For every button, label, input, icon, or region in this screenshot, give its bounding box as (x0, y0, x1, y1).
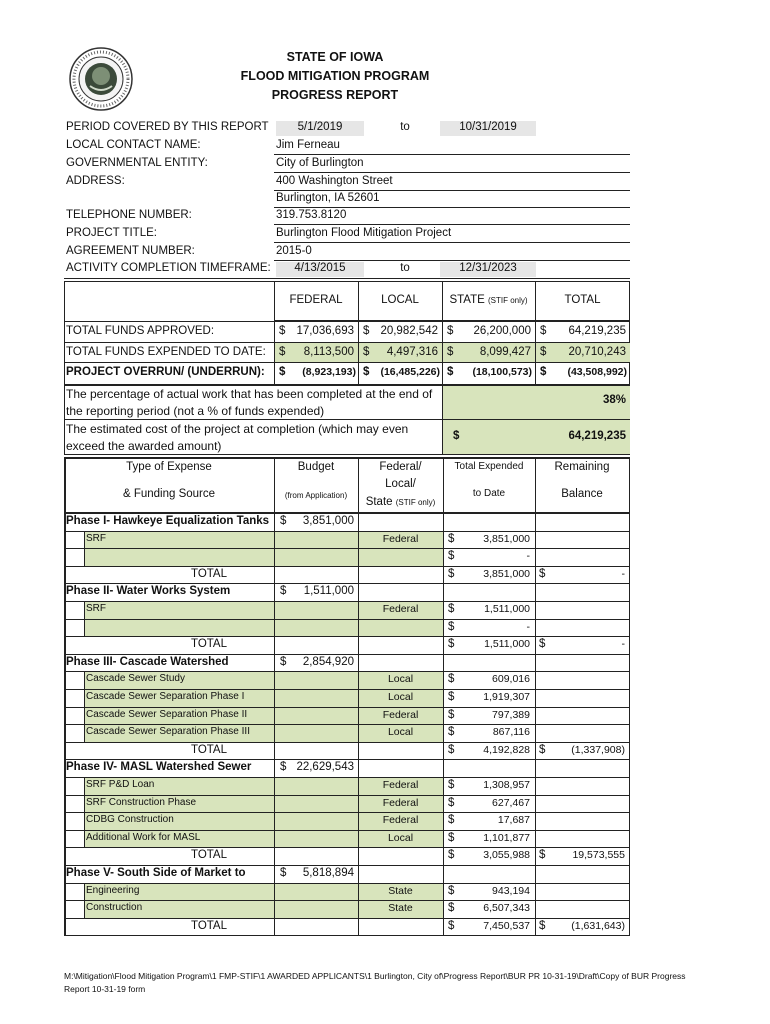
col-line (358, 619, 359, 637)
address-line-1: 400 Washington Street (276, 175, 393, 187)
pct-value: 38% (602, 394, 626, 406)
timeframe-start: 4/13/2015 (294, 262, 346, 274)
period-to: to (400, 121, 410, 133)
expense-item-source: Federal (382, 532, 419, 545)
expense-item-name: Engineering (86, 884, 140, 896)
header-local: LOCAL (381, 294, 419, 306)
row-divider (64, 583, 630, 584)
pct-text-2: the reporting period (not a % of funds expended) (66, 404, 325, 418)
dollar-sign: $ (448, 884, 455, 897)
col-line (274, 619, 275, 637)
approved-local: 20,982,542 (380, 325, 438, 337)
total-label: TOTAL (191, 849, 227, 862)
expense-item-source: Federal (382, 603, 419, 615)
col-line (274, 548, 275, 566)
timeframe-label: ACTIVITY COMPLETION TIMEFRAME: (66, 262, 271, 274)
expense-item-source: State (388, 902, 413, 915)
expense-item-name: Cascade Sewer Separation Phase II (86, 708, 248, 720)
phone-label: TELEPHONE NUMBER: (66, 209, 192, 221)
h-fed-2: Local/ (385, 478, 416, 490)
row-divider (64, 847, 630, 848)
dollar-sign: $ (448, 638, 455, 651)
overrun-state: (18,100,573) (472, 366, 532, 378)
col-line (274, 724, 275, 742)
expense-item-name: Cascade Sewer Separation Phase III (86, 726, 250, 738)
expense-item-amount: - (526, 620, 530, 633)
pct-text-1: The percentage of actual work that has been completed at the end of (66, 387, 433, 401)
h-rem-1: Remaining (554, 461, 610, 473)
phase-total: 7,450,537 (483, 919, 530, 932)
dollar-sign: $ (448, 796, 455, 809)
expense-item-amount: 609,016 (492, 673, 530, 686)
expense-item-source: Federal (382, 814, 419, 827)
col-line (274, 830, 275, 848)
phase-name: Phase I- Hawkeye Equalization Tanks (66, 515, 270, 527)
period-start: 5/1/2019 (297, 121, 343, 133)
expense-item-name: Cascade Sewer Study (86, 673, 185, 685)
col-line (84, 883, 85, 901)
expense-item-name: Cascade Sewer Separation Phase I (86, 691, 245, 702)
dollar-sign: $ (448, 849, 455, 862)
col-line (358, 548, 359, 566)
col-line (274, 671, 275, 689)
dollar-sign: $ (448, 550, 455, 563)
phase-total: 3,055,988 (483, 849, 530, 862)
dollar-sign: $ (448, 532, 455, 545)
agreement-label: AGREEMENT NUMBER: (66, 245, 195, 257)
row-divider (64, 918, 630, 919)
approved-label: TOTAL FUNDS APPROVED: (66, 325, 215, 337)
header-total: TOTAL (564, 294, 601, 306)
dollar-sign: $ (539, 567, 546, 580)
overrun-local: (16,485,226) (380, 366, 440, 378)
expense-item-amount: 943,194 (492, 884, 530, 897)
col-line (84, 548, 85, 566)
expense-item-source: Federal (382, 708, 419, 721)
overrun-total: (43,508,992) (567, 366, 627, 378)
address-label: ADDRESS: (66, 175, 125, 187)
row-divider (64, 636, 630, 637)
expense-item-source: Local (387, 691, 414, 703)
expense-item-source: Federal (382, 779, 419, 791)
expended-federal: 8,113,500 (303, 346, 354, 358)
col-line (84, 707, 85, 725)
project-label: PROJECT TITLE: (66, 227, 157, 239)
dollar-sign: $ (448, 726, 455, 739)
contact-value: Jim Ferneau (276, 139, 340, 151)
dollar-sign: $ (448, 814, 455, 827)
item-fill (84, 549, 443, 566)
dollar-sign: $ (280, 585, 287, 598)
col-line (84, 724, 85, 742)
phase-remaining: - (621, 638, 625, 651)
col-line (84, 689, 85, 707)
row-divider (64, 759, 630, 760)
col-line (274, 900, 275, 918)
approved-state: 26,200,000 (473, 325, 531, 337)
h-fed-1: Federal/ (379, 461, 422, 473)
col-line (84, 777, 85, 795)
period-label: PERIOD COVERED BY THIS REPORT (66, 121, 269, 133)
col-line (274, 795, 275, 813)
col-line (274, 601, 275, 619)
dollar-sign: $ (448, 902, 455, 915)
dollar-sign: $ (280, 515, 287, 527)
phase-budget: 22,629,543 (296, 761, 354, 774)
h-exp-2: to Date (472, 488, 506, 499)
expense-item-source: Federal (382, 796, 419, 809)
est-text-1: The estimated cost of the project at completion (which may even (66, 422, 409, 436)
contact-label: LOCAL CONTACT NAME: (66, 139, 201, 151)
col-line (274, 689, 275, 707)
project-value: Burlington Flood Mitigation Project (276, 227, 452, 239)
total-label: TOTAL (191, 919, 227, 932)
col-line (84, 795, 85, 813)
dollar-sign: $ (448, 620, 455, 633)
expense-item-name: SRF Construction Phase (86, 796, 197, 808)
dollar-sign: $ (539, 849, 546, 862)
expended-total: 20,710,243 (568, 346, 626, 358)
h-budget-2: (from Application) (284, 491, 348, 500)
dollar-sign: $ (448, 691, 455, 703)
h-exp-1: Total Expended (454, 461, 524, 472)
title-line-3: PROGRESS REPORT (271, 88, 399, 102)
dollar-sign: $ (280, 655, 287, 668)
dollar-sign: $ (539, 919, 546, 932)
phase-budget: 1,511,000 (303, 585, 354, 598)
timeframe-end: 12/31/2023 (459, 262, 517, 274)
phase-name: Phase IV- MASL Watershed Sewer (66, 761, 252, 774)
phone-value: 319.753.8120 (276, 209, 347, 221)
phase-budget: 5,818,894 (302, 867, 354, 879)
col-line (84, 900, 85, 918)
phase-remaining: (1,337,908) (571, 743, 625, 756)
expense-item-source: Local (387, 831, 414, 844)
overrun-federal: (8,923,193) (302, 366, 356, 378)
header-federal: FEDERAL (289, 294, 343, 306)
phase-name: Phase III- Cascade Watershed (66, 655, 229, 668)
dollar-sign: $ (448, 708, 455, 721)
dollar-sign: $ (448, 567, 455, 580)
row-divider (64, 513, 630, 514)
expense-item-name: CDBG Construction (86, 814, 174, 826)
phase-total: 4,192,828 (483, 743, 530, 756)
expended-label: TOTAL FUNDS EXPENDED TO DATE: (66, 346, 266, 358)
phase-budget: 2,854,920 (302, 655, 354, 668)
col-line (84, 812, 85, 830)
period-end: 10/31/2019 (459, 121, 517, 133)
col-line (84, 619, 85, 637)
entity-label: GOVERNMENTAL ENTITY: (66, 157, 208, 169)
expense-table (64, 457, 630, 935)
agreement-value: 2015-0 (276, 245, 312, 257)
phase-budget: 3,851,000 (302, 515, 354, 527)
est-text-2: exceed the awarded amount) (66, 439, 222, 453)
col-line (84, 671, 85, 689)
h-type-1: Type of Expense (126, 461, 212, 473)
total-label: TOTAL (191, 638, 227, 651)
expense-item-amount: 627,467 (492, 796, 530, 809)
col-line (84, 531, 85, 549)
col-line (274, 707, 275, 725)
phase-name: Phase II- Water Works System (66, 585, 231, 598)
expense-item-source: Local (387, 673, 414, 686)
h-budget-1: Budget (297, 461, 335, 473)
phase-remaining: 19,573,555 (572, 849, 625, 862)
header-state: STATE (STIF only) (449, 294, 528, 306)
dollar-sign: $ (448, 779, 455, 791)
dollar-sign: $ (448, 603, 455, 615)
row-divider (64, 935, 630, 936)
dollar-sign: $ (448, 743, 455, 756)
expense-item-source: Local (387, 726, 414, 739)
h-fed-3: State (STIF only) (365, 496, 436, 508)
expense-item-amount: 1,101,877 (483, 831, 530, 844)
expended-state: 8,099,427 (479, 346, 531, 358)
approved-federal: 17,036,693 (296, 325, 354, 337)
file-path-footer: M:\Mitigation\Flood Mitigation Program\1 FMP-STIF\1 AWARDED APPLICANTS\1 Burlington, City of\Progress Report\BUR PR 10-31-19\Draft\Copy of BUR Progress Report 10-31-19 form (64, 971, 686, 994)
col-line (84, 601, 85, 619)
dollar-sign: $ (448, 919, 455, 932)
phase-total: 3,851,000 (483, 567, 530, 580)
expense-item-amount: 1,511,000 (484, 603, 530, 615)
dollar-sign: $ (539, 743, 546, 756)
timeframe-to: to (400, 262, 410, 274)
h-rem-2: Balance (561, 488, 603, 500)
expense-item-amount: 17,687 (497, 814, 530, 827)
row-divider (64, 742, 630, 743)
expended-local: 4,497,316 (386, 346, 438, 358)
expense-item-name: Additional Work for MASL (86, 831, 201, 843)
expense-item-amount: 3,851,000 (483, 532, 530, 545)
col-line (274, 531, 275, 549)
title-line-2: FLOOD MITIGATION PROGRAM (240, 69, 430, 83)
h-type-2: & Funding Source (122, 488, 216, 500)
expense-item-amount: 797,389 (492, 708, 530, 721)
expense-item-amount: 867,116 (492, 726, 530, 739)
dollar-sign: $ (280, 761, 287, 774)
expense-item-name: SRF P&D Loan (86, 779, 155, 790)
expense-item-amount: 1,308,957 (483, 779, 530, 791)
row-divider (64, 566, 630, 567)
address-line-2: Burlington, IA 52601 (276, 192, 380, 204)
phase-name: Phase V- South Side of Market to (66, 867, 246, 879)
col-line (274, 812, 275, 830)
entity-value: City of Burlington (276, 157, 364, 169)
expense-item-amount: 1,919,307 (483, 691, 530, 703)
col-line (274, 883, 275, 901)
row-divider (64, 865, 630, 866)
item-fill (84, 620, 443, 637)
total-label: TOTAL (191, 743, 227, 756)
expense-item-amount: - (526, 550, 530, 563)
est-value: 64,219,235 (568, 430, 626, 442)
approved-total: 64,219,235 (568, 325, 626, 337)
dollar-sign: $ (448, 673, 455, 686)
dollar-sign: $ (448, 831, 455, 844)
state-seal-icon (68, 46, 134, 112)
dollar-sign: $ (280, 867, 287, 879)
title-line-1: STATE OF IOWA (286, 50, 384, 64)
expense-item-name: SRF (86, 603, 106, 614)
expense-item-amount: 6,507,343 (483, 902, 530, 915)
dollar-sign: $ (539, 638, 546, 651)
col-line (84, 830, 85, 848)
overrun-label: PROJECT OVERRUN/ (UNDERRUN): (66, 366, 265, 378)
row-divider (64, 654, 630, 655)
phase-remaining: - (621, 567, 625, 580)
expense-item-name: SRF (86, 532, 106, 544)
phase-remaining: (1,631,643) (571, 919, 625, 932)
expense-item-source: State (388, 884, 413, 897)
total-label: TOTAL (191, 567, 227, 580)
expense-item-name: Construction (86, 902, 143, 914)
col-line (274, 777, 275, 795)
phase-total: 1,511,000 (484, 638, 530, 651)
